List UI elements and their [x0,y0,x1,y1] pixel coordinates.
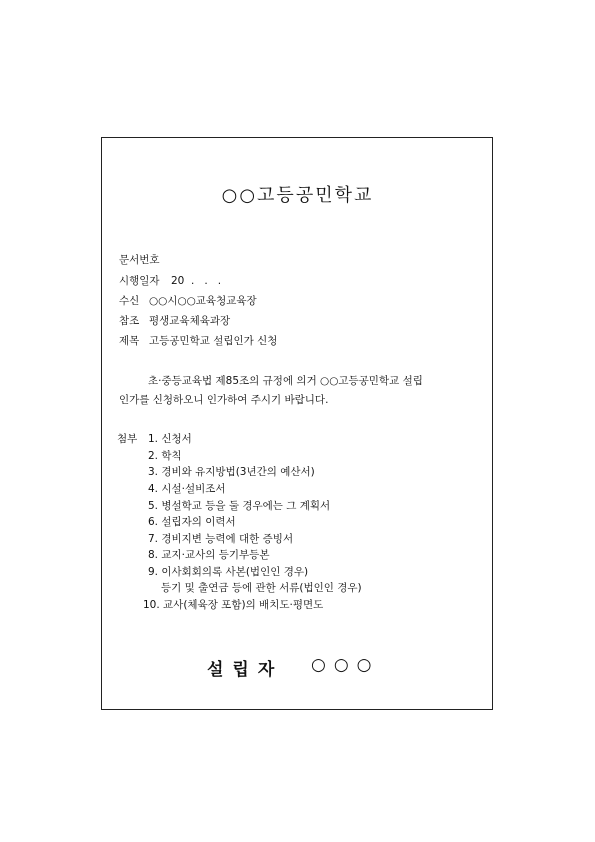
meta-value: 고등공민학교 설립인가 신청 [149,335,278,347]
attachment-item: 8. 교지·교사의 등기부등본 [148,549,270,561]
meta-label: 제목 [119,335,140,347]
document-frame [101,137,493,710]
attachment-item: 6. 설립자의 이력서 [148,516,236,528]
attachment-label: 첨부 [117,433,138,445]
attachment-item: 7. 경비지변 능력에 대한 증빙서 [148,533,294,545]
meta-label: 참조 [119,315,140,327]
attachment-item: 10. 교사(체육장 포함)의 배치도·평면도 [143,599,324,611]
attachment-item: 9. 이사회회의록 사본(법인인 경우) [148,566,309,578]
attachment-item: 2. 학칙 [148,450,182,462]
meta-row-subject [119,334,277,348]
attachment-item: 5. 병설학교 등을 둘 경우에는 그 계획서 [148,500,331,512]
meta-value: 20 . . . [171,275,222,287]
attachment-item: 4. 시설·설비조서 [148,483,226,495]
body-paragraph-line-2: 인가를 신청하오니 인가하여 주시기 바랍니다. [119,394,329,406]
meta-row-reference [119,314,230,328]
body-paragraph-line-1: 초·중등교육법 제85조의 규정에 의거 ○○고등공민학교 설립 [148,375,423,387]
meta-label: 수신 [119,295,140,307]
meta-row-date [119,274,221,288]
meta-label: 문서번호 [119,254,160,266]
document-title: ○○고등공민학교 [221,185,374,206]
meta-value: 평생교육체육과장 [149,315,231,327]
attachment-item: 3. 경비와 유지방법(3년간의 예산서) [148,466,315,478]
meta-label: 시행일자 [119,275,160,287]
founder-name: ○○○ [311,655,380,675]
meta-value: ○○시○○교육청교육장 [149,295,257,307]
meta-row-recipient [119,294,257,308]
attachment-item: 1. 신청서 [148,433,192,445]
founder-label: 설립자 [207,660,284,680]
meta-row-doc-number [119,253,160,267]
attachment-item-continuation: 등기 및 출연금 등에 관한 서류(법인인 경우) [161,582,362,594]
